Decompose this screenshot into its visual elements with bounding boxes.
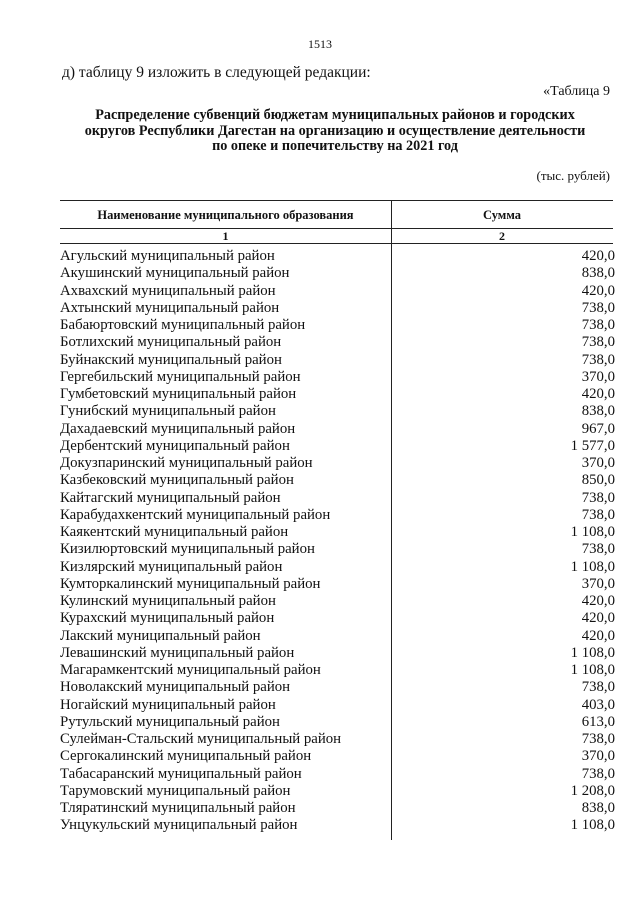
subvention-amount: 738,0 bbox=[581, 541, 615, 558]
table-row bbox=[60, 783, 615, 800]
table-row bbox=[60, 352, 615, 369]
district-name: Кайтагский муниципальный район bbox=[60, 489, 281, 506]
table-row bbox=[60, 800, 615, 817]
district-name: Ахтынский муниципальный район bbox=[60, 299, 280, 316]
table-row bbox=[60, 507, 615, 524]
page-number: 1513 bbox=[308, 37, 332, 51]
table-row bbox=[60, 697, 615, 714]
table-row bbox=[60, 248, 615, 265]
subvention-amount: 738,0 bbox=[581, 679, 615, 696]
subvention-amount: 1 108,0 bbox=[570, 662, 615, 678]
subvention-amount: 838,0 bbox=[581, 800, 615, 816]
subvention-amount: 1 108,0 bbox=[570, 644, 615, 661]
district-name: Карабудахкентский муниципальный район bbox=[60, 506, 331, 523]
table-row bbox=[60, 472, 615, 489]
table-row bbox=[60, 300, 615, 317]
subvention-amount: 838,0 bbox=[581, 265, 615, 282]
table-row bbox=[60, 283, 615, 300]
district-name: Дахадаевский муниципальный район bbox=[60, 420, 296, 437]
table-row bbox=[60, 679, 615, 696]
district-name: Рутульский муниципальный район bbox=[60, 713, 280, 730]
table-row bbox=[60, 576, 615, 593]
district-name: Кулинский муниципальный район bbox=[60, 593, 276, 609]
district-name: Магарамкентский муниципальный район bbox=[60, 662, 321, 678]
table-body bbox=[60, 248, 615, 835]
table-row bbox=[60, 817, 615, 834]
table-row bbox=[60, 610, 615, 627]
district-name: Акушинский муниципальный район bbox=[60, 265, 290, 282]
subvention-amount: 850,0 bbox=[581, 472, 615, 489]
subvention-amount: 738,0 bbox=[581, 489, 615, 506]
document-title bbox=[50, 108, 620, 155]
subvention-amount: 1 108,0 bbox=[570, 817, 615, 834]
table-row bbox=[60, 386, 615, 403]
subvention-amount: 420,0 bbox=[581, 610, 615, 627]
intro-text: д) таблицу 9 изложить в следующей редакции: bbox=[62, 64, 371, 81]
district-name: Каякентский муниципальный район bbox=[60, 524, 289, 540]
district-name: Буйнакский муниципальный район bbox=[60, 351, 282, 368]
subvention-amount: 420,0 bbox=[581, 627, 615, 644]
subvention-amount: 613,0 bbox=[581, 713, 615, 730]
subvention-amount: 738,0 bbox=[581, 351, 615, 368]
district-name: Ботлихский муниципальный район bbox=[60, 334, 282, 351]
table-row bbox=[60, 317, 615, 334]
column-number-2: 2 bbox=[499, 229, 505, 243]
subvention-amount: 370,0 bbox=[581, 455, 615, 471]
district-name: Табасаранский муниципальный район bbox=[60, 765, 302, 782]
subvention-amount: 738,0 bbox=[581, 731, 615, 747]
subvention-amount: 420,0 bbox=[581, 593, 615, 609]
subvention-amount: 738,0 bbox=[581, 334, 615, 351]
subvention-amount: 1 208,0 bbox=[570, 782, 615, 799]
district-name: Гергебильский муниципальный район bbox=[60, 368, 301, 385]
title-line: округов Республики Дагестан на организацию и осуществление деятельности bbox=[84, 122, 586, 139]
district-name: Кизилюртовский муниципальный район bbox=[60, 541, 315, 558]
table-row bbox=[60, 524, 615, 541]
subvention-amount: 967,0 bbox=[581, 420, 615, 437]
subvention-amount: 738,0 bbox=[581, 765, 615, 782]
district-name: Унцукульский муниципальный район bbox=[60, 817, 298, 834]
subvention-amount: 420,0 bbox=[581, 248, 615, 264]
units-note: (тыс. рублей) bbox=[536, 168, 610, 183]
subvention-amount: 403,0 bbox=[581, 696, 615, 713]
district-name: Тарумовский муниципальный район bbox=[60, 782, 291, 799]
subvention-amount: 738,0 bbox=[581, 299, 615, 316]
subvention-amount: 738,0 bbox=[581, 506, 615, 523]
subvention-amount: 838,0 bbox=[581, 403, 615, 420]
district-name: Тляратинский муниципальный район bbox=[60, 800, 296, 816]
district-name: Ногайский муниципальный район bbox=[60, 696, 276, 713]
title-line: Распределение субвенций бюджетам муниципальных районов и городских bbox=[95, 107, 575, 123]
table-row bbox=[60, 593, 615, 610]
subvention-amount: 420,0 bbox=[581, 282, 615, 299]
table-row bbox=[60, 541, 615, 558]
district-name: Курахский муниципальный район bbox=[60, 610, 275, 627]
district-name: Докузпаринский муниципальный район bbox=[60, 455, 313, 471]
subvention-amount: 1 108,0 bbox=[570, 558, 615, 575]
district-name: Бабаюртовский муниципальный район bbox=[60, 317, 306, 333]
district-name: Казбековский муниципальный район bbox=[60, 472, 294, 489]
table-row bbox=[60, 731, 615, 748]
subvention-amount: 370,0 bbox=[581, 368, 615, 385]
table-row bbox=[60, 645, 615, 662]
table-header bbox=[60, 200, 613, 244]
district-name: Гунибский муниципальный район bbox=[60, 403, 276, 420]
subvention-amount: 420,0 bbox=[581, 386, 615, 402]
table-label: «Таблица 9 bbox=[543, 84, 610, 99]
subvention-amount: 370,0 bbox=[581, 575, 615, 592]
subvention-amount: 1 577,0 bbox=[570, 437, 615, 454]
table-row bbox=[60, 490, 615, 507]
district-name: Лакский муниципальный район bbox=[60, 627, 261, 644]
table-row bbox=[60, 334, 615, 351]
table-row bbox=[60, 369, 615, 386]
column-number-1: 1 bbox=[222, 229, 229, 243]
table-row bbox=[60, 748, 615, 765]
table-row bbox=[60, 662, 615, 679]
subvention-amount: 370,0 bbox=[581, 748, 615, 765]
district-name: Левашинский муниципальный район bbox=[60, 644, 295, 661]
table-row bbox=[60, 628, 615, 645]
subvention-amount: 1 108,0 bbox=[570, 524, 615, 540]
district-name: Ахвахский муниципальный район bbox=[60, 282, 276, 299]
district-name: Дербентский муниципальный район bbox=[60, 437, 290, 454]
district-name: Кизлярский муниципальный район bbox=[60, 558, 283, 575]
header-name: Наименование муниципального образования bbox=[97, 208, 354, 222]
district-name: Сулейман-Стальский муниципальный район bbox=[60, 731, 342, 747]
header-sum: Сумма bbox=[483, 208, 521, 222]
district-name: Гумбетовский муниципальный район bbox=[60, 386, 297, 402]
district-name: Кумторкалинский муниципальный район bbox=[60, 575, 321, 592]
table-row bbox=[60, 766, 615, 783]
district-name: Агульский муниципальный район bbox=[60, 248, 275, 264]
table-row bbox=[60, 714, 615, 731]
table-row bbox=[60, 438, 615, 455]
title-line: по опеке и попечительству на 2021 год bbox=[212, 138, 458, 154]
table-row bbox=[60, 559, 615, 576]
table-row bbox=[60, 455, 615, 472]
table-row bbox=[60, 265, 615, 282]
table-row bbox=[60, 421, 615, 438]
table-row bbox=[60, 403, 615, 420]
district-name: Новолакский муниципальный район bbox=[60, 679, 291, 696]
subvention-amount: 738,0 bbox=[581, 317, 615, 333]
district-name: Сергокалинский муниципальный район bbox=[60, 748, 312, 765]
